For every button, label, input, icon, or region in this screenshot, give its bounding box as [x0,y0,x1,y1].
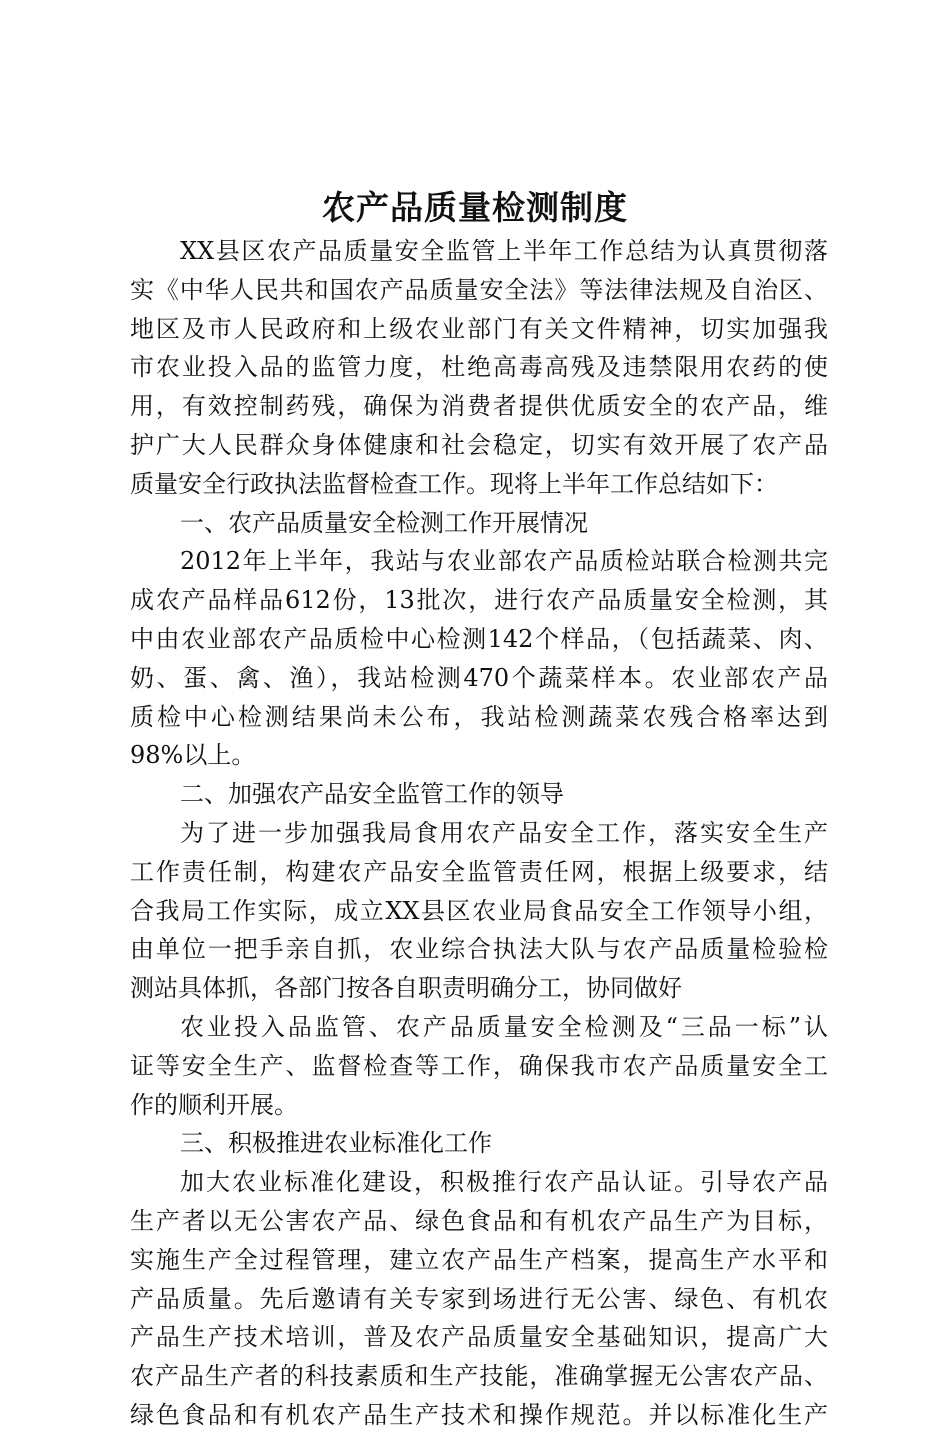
text-line: 产品质量。先后邀请有关专家到场进行无公害、绿色、有机农 [130,1284,828,1313]
text-line: 加大农业标准化建设，积极推行农产品认证。引导农产品 [180,1168,828,1197]
text-line: 质量安全行政执法监督检查工作。现将上半年工作总结如下： [130,469,778,498]
text-line: 护广大人民群众身体健康和社会稳定，切实有效开展了农产品 [130,430,828,459]
text-line: 农产品生产者的科技素质和生产技能，准确掌握无公害农产品、 [130,1362,828,1391]
document-title: 农产品质量检测制度 [322,188,628,227]
text-line: 中由农业部农产品质检中心检测142个样品，（包括蔬菜、肉、 [130,624,828,653]
text-line: 2012年上半年，我站与农业部农产品质检站联合检测共完 [180,547,828,576]
text-line: 证等安全生产、监督检查等工作，确保我市农产品质量安全工 [130,1051,828,1080]
text-line: 工作责任制，构建农产品安全监管责任网，根据上级要求，结 [130,857,828,886]
text-line: 地区及市人民政府和上级农业部门有关文件精神，切实加强我 [130,314,828,343]
text-line: 作的顺利开展。 [130,1090,298,1119]
text-line: 成农产品样品612份，13批次，进行农产品质量安全检测，其 [130,586,828,615]
text-line: 质检中心检测结果尚未公布，我站检测蔬菜农残合格率达到 [130,702,828,731]
text-line: 实《中华人民共和国农产品质量安全法》等法律法规及自治区、 [130,275,828,304]
text-line: 二、加强农产品安全监管工作的领导 [180,780,564,809]
text-line: 市农业投入品的监管力度，杜绝高毒高残及违禁限用农药的使 [130,353,828,382]
text-line: 由单位一把手亲自抓，农业综合执法大队与农产品质量检验检 [130,935,828,964]
text-line: 三、积极推进农业标准化工作 [180,1129,492,1158]
document-body [130,232,828,1435]
text-line: 为了进一步加强我局食用农产品安全工作，落实安全生产 [180,818,828,847]
text-line: 一、农产品质量安全检测工作开展情况 [180,508,588,537]
text-line: 农业投入品监管、农产品质量安全检测及“三品一标”认 [180,1012,828,1041]
text-line: 产品生产技术培训，普及农产品质量安全基础知识，提高广大 [130,1323,828,1352]
text-line: XX县区农产品质量安全监管上半年工作总结为认真贯彻落 [180,237,828,265]
text-line: 奶、蛋、禽、渔），我站检测470个蔬菜样本。农业部农产品 [130,663,828,692]
text-line: 合我局工作实际，成立XX县区农业局食品安全工作领导小组， [130,896,828,925]
text-line: 生产者以无公害农产品、绿色食品和有机农产品生产为目标， [130,1206,828,1235]
text-line: 测站具体抓，各部门按各自职责明确分工，协同做好 [130,974,682,1003]
text-line: 实施生产全过程管理，建立农产品生产档案，提高生产水平和 [130,1245,828,1274]
text-line: 绿色食品和有机农产品生产技术和操作规范。并以标准化生产 [130,1400,828,1429]
text-line: 98%以上。 [130,741,256,770]
text-line: 用，有效控制药残，确保为消费者提供优质安全的农产品，维 [130,392,828,421]
